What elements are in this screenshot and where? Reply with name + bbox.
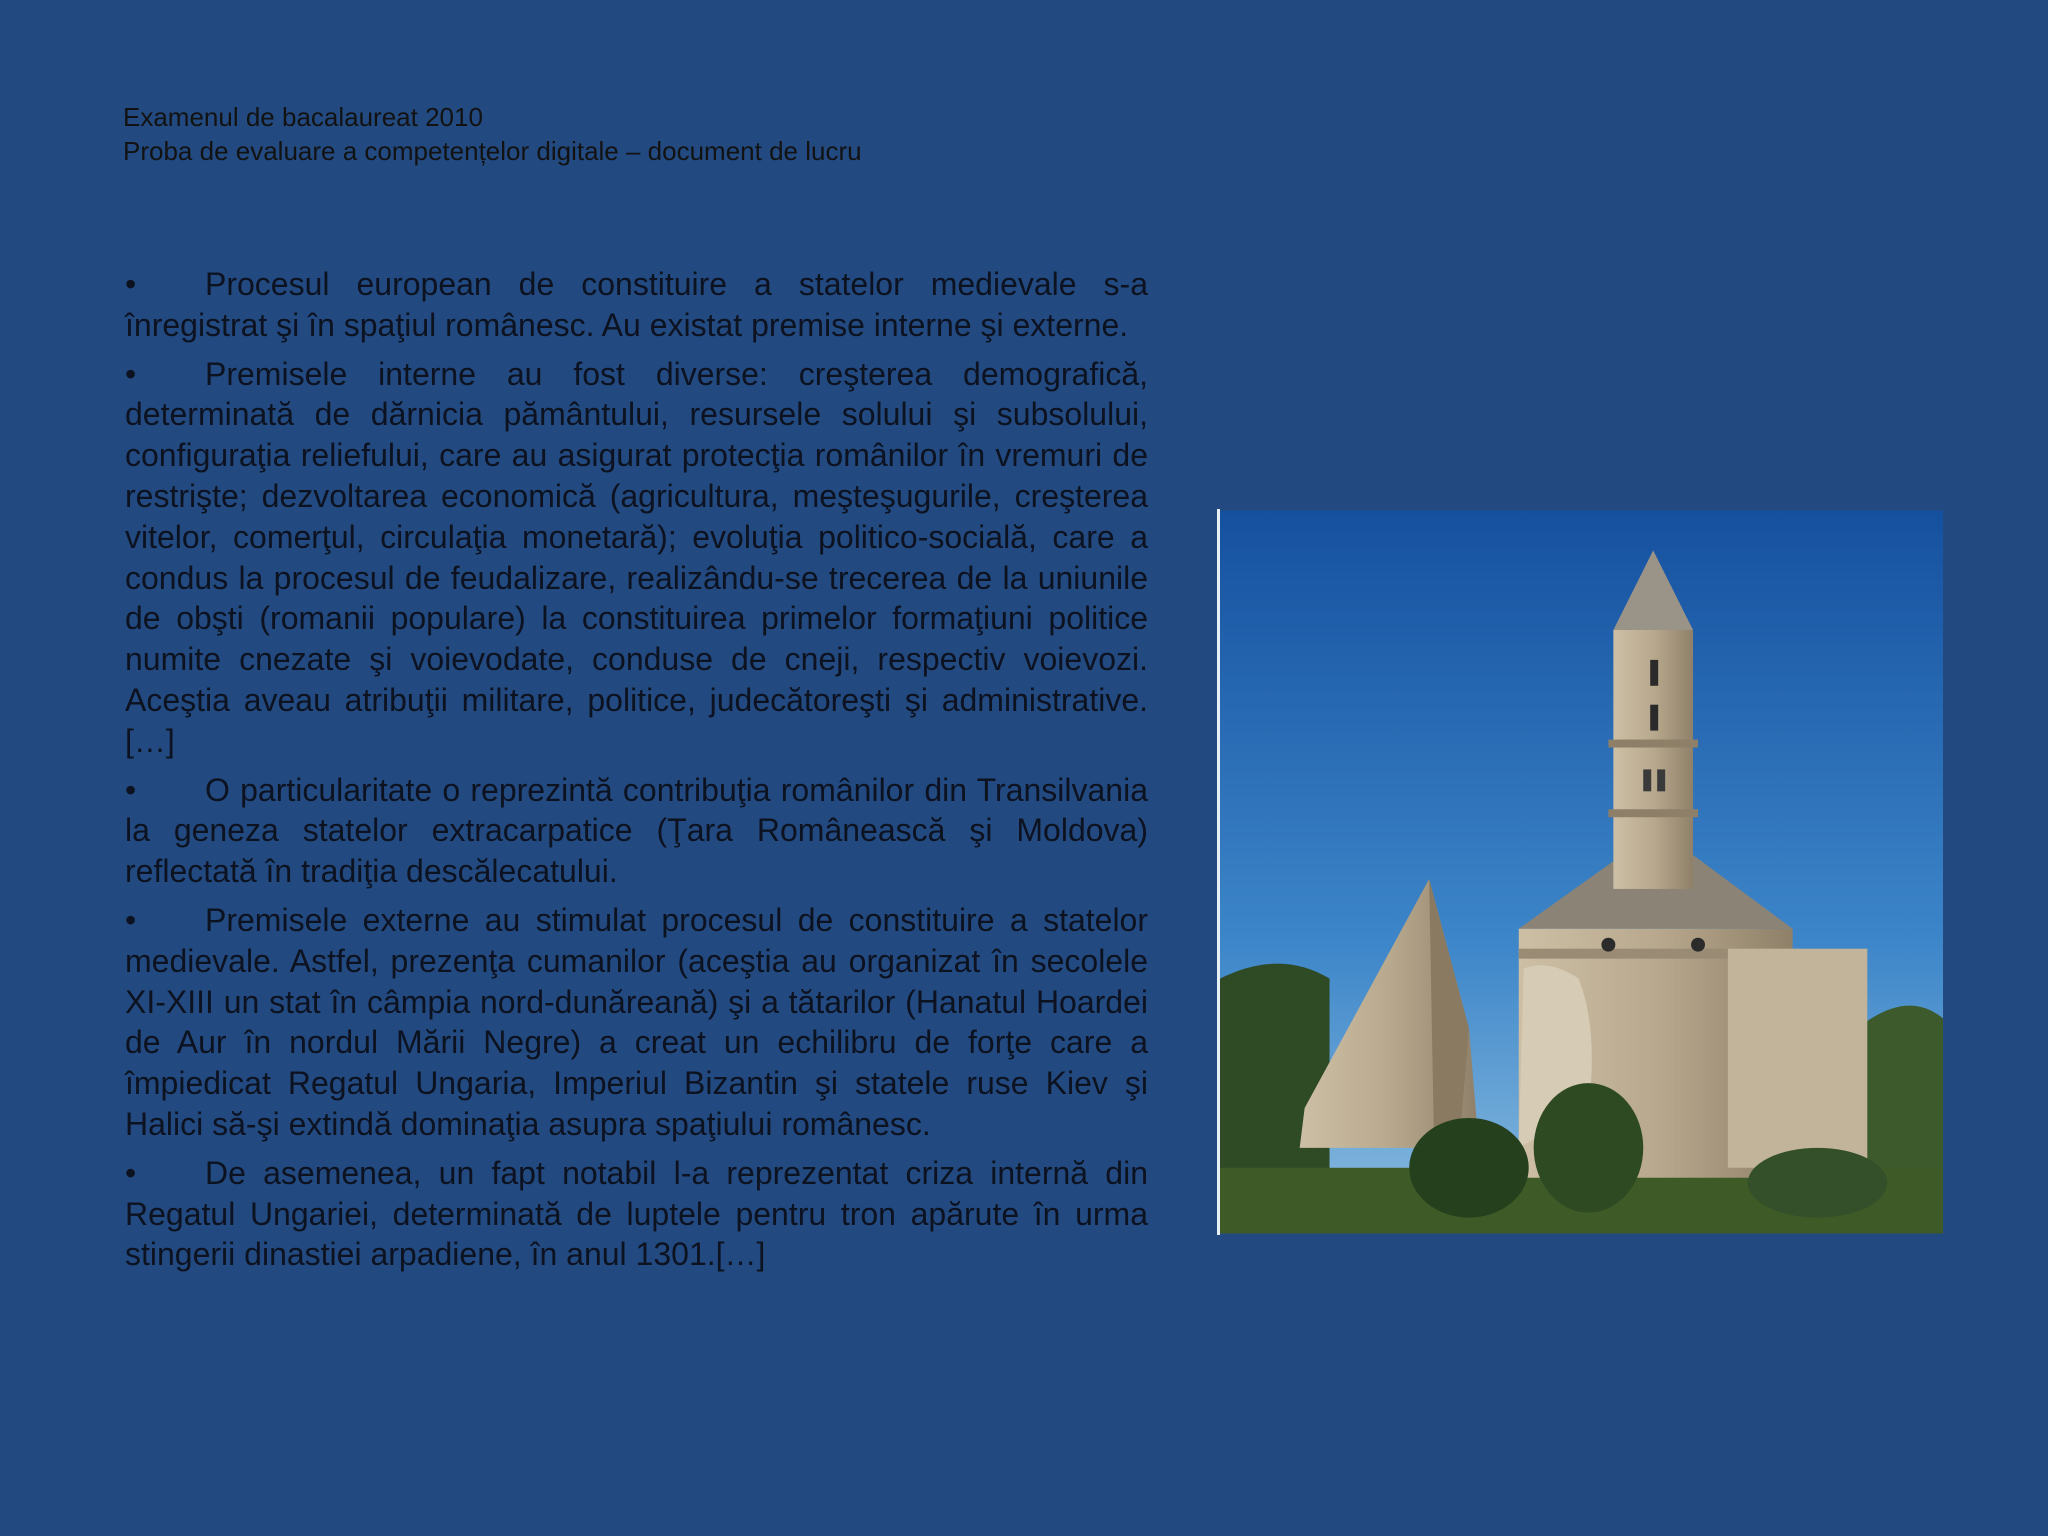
bullet-icon: • (125, 771, 137, 808)
paragraph-1 (125, 264, 1148, 346)
church-illustration (1220, 509, 1943, 1235)
paragraph-3 (125, 770, 1148, 892)
paragraph-4 (125, 900, 1148, 1145)
paragraph-text: Premisele externe au stimulat procesul de constituire a statelor medievale. Astfel, prezenţa cumanilor (aceştia au organizat în secolele XI-XIII un stat în câmpia nord-dunăreană) şi a tătarilor (Hanatul Hoardei de Aur în nordul Mării Negre) a creat un echilibru de forţe care a împiedicat Regatul Ungaria, Imperiul Bizantin şi statele ruse Kiev şi Halici să-şi extindă dominaţia asupra spaţiului românesc. (125, 901, 1148, 1142)
paragraph-5 (125, 1153, 1148, 1275)
bullet-icon: • (125, 1154, 137, 1191)
bullet-icon: • (125, 355, 137, 392)
bullet-icon: • (125, 266, 137, 302)
paragraph-text: De asemenea, un fapt notabil l-a reprezentat criza internă din Regatul Ungariei, determinată de luptele pentru tron apărute în urma stingerii dinastiei arpadiene, în anul 1301.[…] (125, 1154, 1148, 1273)
paragraph-text: Procesul european de constituire a statelor medievale s-a înregistrat şi în spaţiul românesc. Au existat premise interne şi externe. (125, 266, 1148, 343)
text-body (125, 264, 1148, 1283)
paragraph-text: O particularitate o reprezintă contribuţia românilor din Transilvania la geneza statelor extracarpatice (Ţara Românească şi Moldova) reflectată în tradiţia descălecatului. (125, 771, 1148, 890)
church-photo (1217, 509, 1943, 1235)
apse (1728, 949, 1867, 1168)
bush (1409, 1118, 1529, 1218)
header-title: Examenul de bacalaureat 2010 (123, 102, 483, 132)
paragraph-2 (125, 354, 1148, 762)
header-subtitle: Proba de evaluare a competențelor digitale – document de lucru (123, 136, 862, 166)
document-header (123, 100, 862, 168)
bullet-icon: • (125, 901, 137, 938)
paragraph-text: Premisele interne au fost diverse: creşterea demografică, determinată de dărnicia pământului, resursele solului şi subsolului, configuraţia reliefului, care au asigurat protecţia românilor în vremuri de restrişte; dezvoltarea economică (agricultura, meşteşugurile, creşterea vitelor, comerţul, circulaţia monetară); evoluţia politico-socială, care a condus la procesul de feudalizare, realizându-se trecerea de la uniunile de obşti (romanii populare) la constituirea primelor formaţiuni politice numite cnezate şi voievodate, conduse de cneji, respectiv voievozi. Aceştia aveau atribuţii militare, politice, judecătoreşti şi administrative.[…] (125, 355, 1148, 759)
